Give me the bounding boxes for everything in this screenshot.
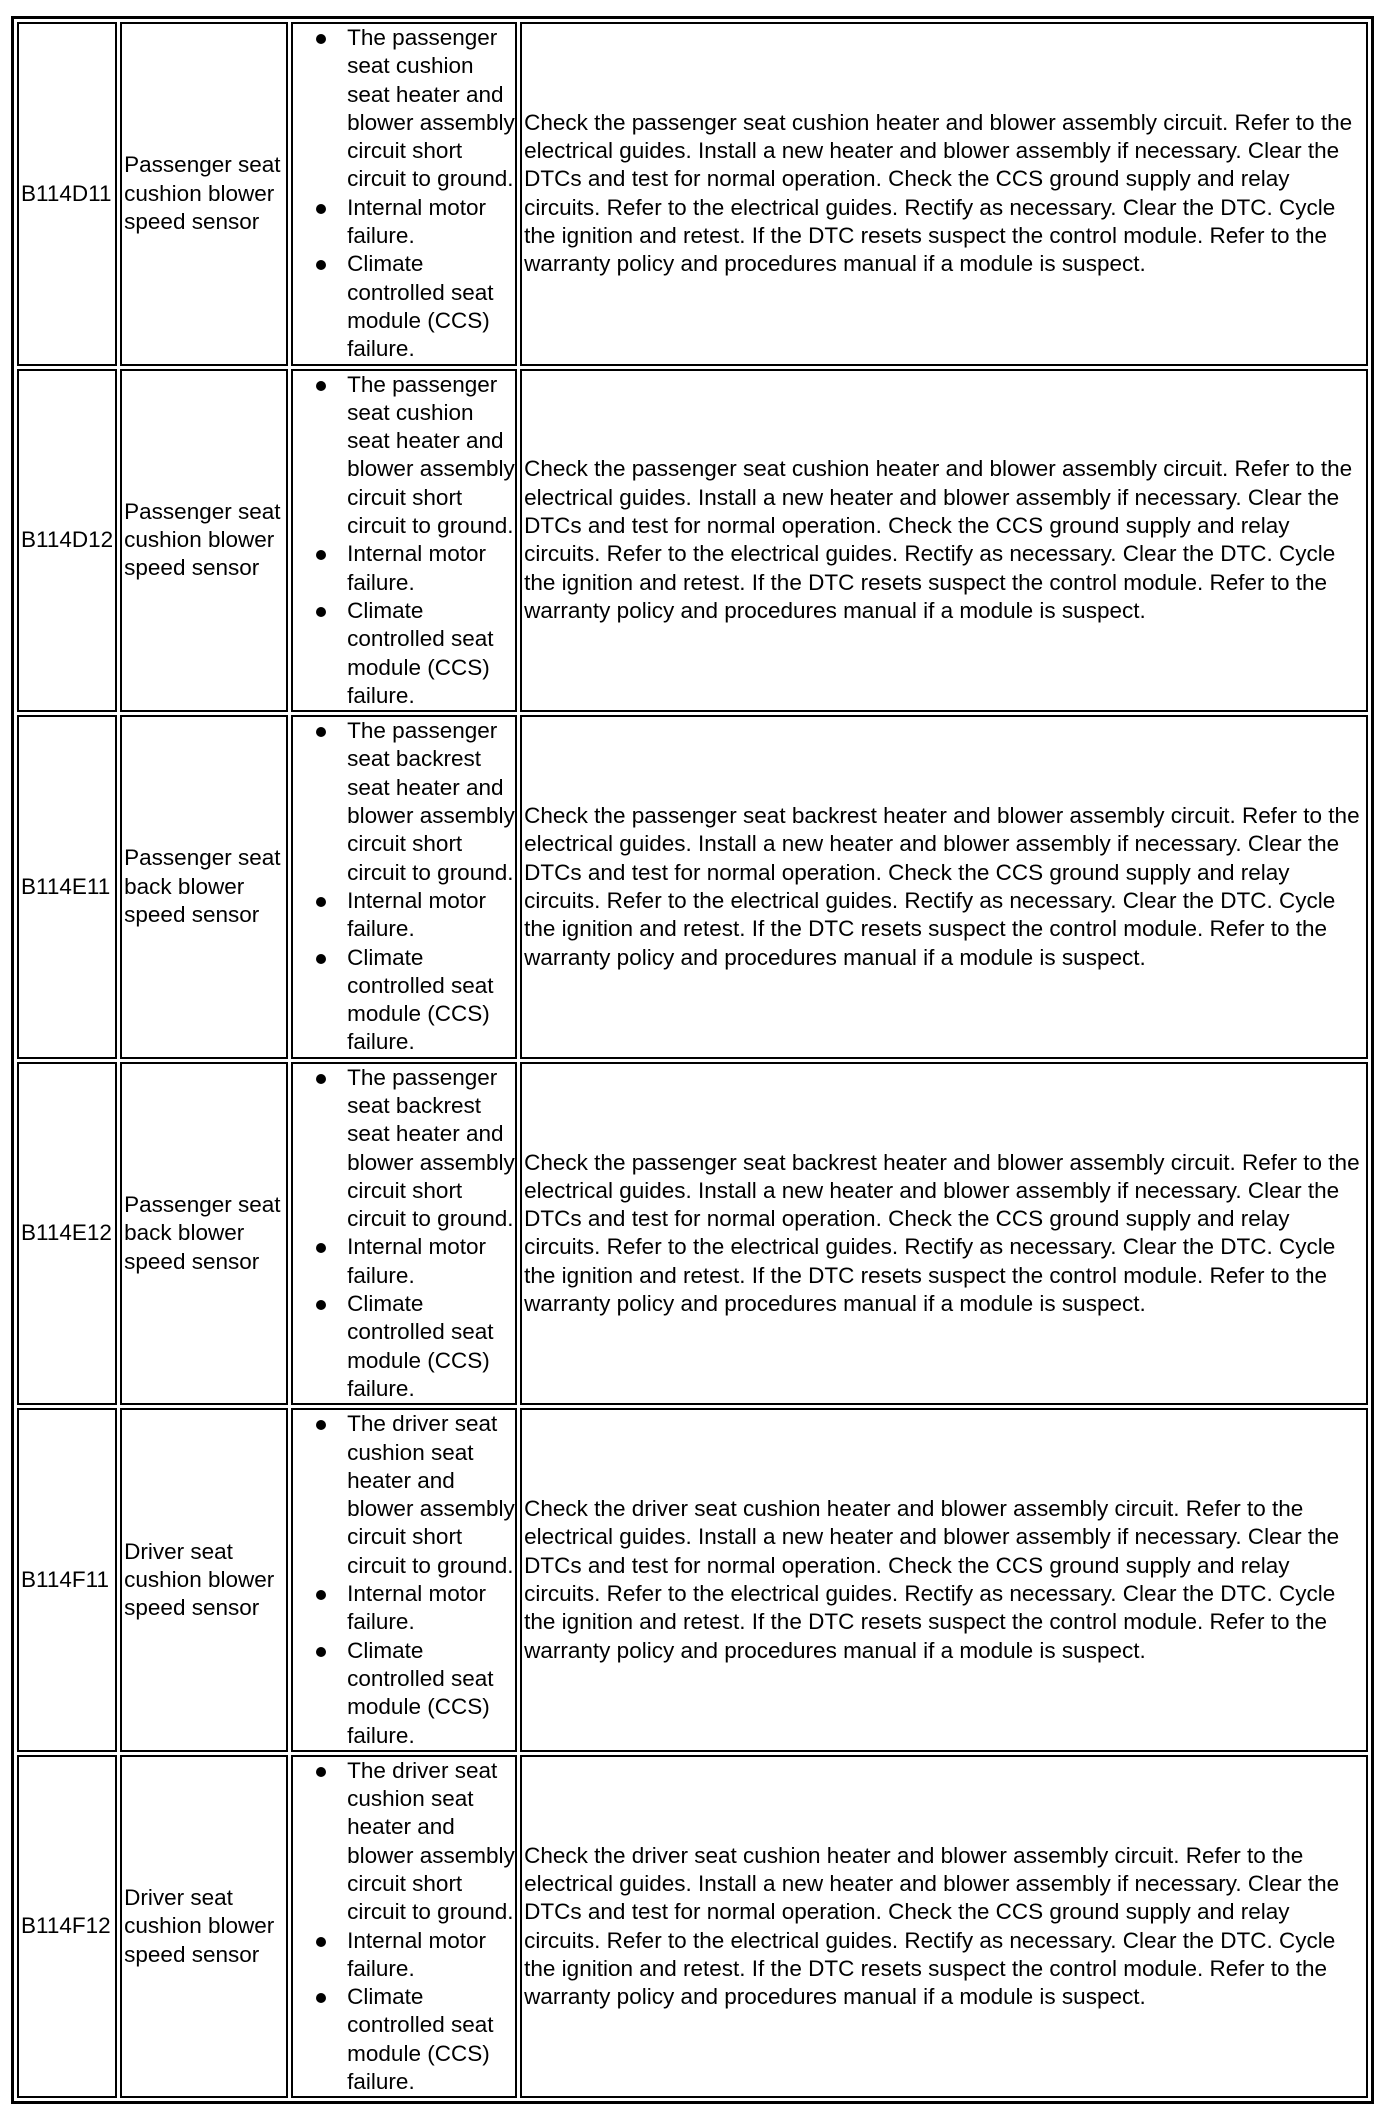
cause-list	[293, 24, 515, 364]
dtc-description: Passenger seat cushion blower speed sensor	[120, 22, 288, 366]
dtc-code: B114E12	[17, 1062, 117, 1406]
possible-causes	[291, 369, 517, 713]
cause-item: Internal motor failure.	[347, 540, 515, 597]
cause-list	[293, 1757, 515, 2097]
cause-item: Climate controlled seat module (CCS) failure.	[347, 1290, 515, 1403]
cause-item: Climate controlled seat module (CCS) failure.	[347, 597, 515, 710]
cause-item: The passenger seat cushion seat heater and blower assembly circuit short circuit to ground.	[347, 371, 515, 541]
dtc-code: B114F11	[17, 1408, 117, 1752]
cause-item: Internal motor failure.	[347, 194, 515, 251]
cause-item: The driver seat cushion seat heater and blower assembly circuit short circuit to ground.	[347, 1757, 515, 1927]
dtc-description: Passenger seat back blower speed sensor	[120, 715, 288, 1059]
dtc-description: Driver seat cushion blower speed sensor	[120, 1408, 288, 1752]
possible-causes	[291, 22, 517, 366]
table-row	[17, 22, 1368, 366]
table-row	[17, 369, 1368, 713]
dtc-table	[11, 16, 1374, 2104]
possible-causes	[291, 1755, 517, 2099]
cause-item: Climate controlled seat module (CCS) failure.	[347, 1983, 515, 2096]
cause-item: The passenger seat backrest seat heater and blower assembly circuit short circuit to ground.	[347, 717, 515, 887]
cause-item: Climate controlled seat module (CCS) failure.	[347, 1637, 515, 1750]
cause-item: Climate controlled seat module (CCS) failure.	[347, 944, 515, 1057]
possible-causes	[291, 1408, 517, 1752]
dtc-code: B114D12	[17, 369, 117, 713]
possible-causes	[291, 1062, 517, 1406]
cause-item: Internal motor failure.	[347, 1580, 515, 1637]
dtc-action: Check the driver seat cushion heater and blower assembly circuit. Refer to the electrical guides. Install a new heater and blower assembly if necessary. Clear the DTCs and test for normal operation. Check the CCS ground supply and relay circuits. Refer to the electrical guides. Rectify as necessary. Clear the DTC. Cycle the ignition and retest. If the DTC resets suspect the control module. Refer to the warranty policy and procedures manual if a module is suspect.	[520, 1408, 1368, 1752]
dtc-action: Check the passenger seat cushion heater and blower assembly circuit. Refer to the electrical guides. Install a new heater and blower assembly if necessary. Clear the DTCs and test for normal operation. Check the CCS ground supply and relay circuits. Refer to the electrical guides. Rectify as necessary. Clear the DTC. Cycle the ignition and retest. If the DTC resets suspect the control module. Refer to the warranty policy and procedures manual if a module is suspect.	[520, 369, 1368, 713]
cause-item: Internal motor failure.	[347, 1927, 515, 1984]
dtc-action: Check the passenger seat backrest heater and blower assembly circuit. Refer to the electrical guides. Install a new heater and blower assembly if necessary. Clear the DTCs and test for normal operation. Check the CCS ground supply and relay circuits. Refer to the electrical guides. Rectify as necessary. Clear the DTC. Cycle the ignition and retest. If the DTC resets suspect the control module. Refer to the warranty policy and procedures manual if a module is suspect.	[520, 1062, 1368, 1406]
cause-list	[293, 717, 515, 1057]
cause-list	[293, 1064, 515, 1404]
table-row	[17, 715, 1368, 1059]
table-row	[17, 1755, 1368, 2099]
table-row	[17, 1408, 1368, 1752]
dtc-code: B114E11	[17, 715, 117, 1059]
cause-item: The driver seat cushion seat heater and blower assembly circuit short circuit to ground.	[347, 1410, 515, 1580]
cause-item: Internal motor failure.	[347, 887, 515, 944]
dtc-description: Passenger seat cushion blower speed sensor	[120, 369, 288, 713]
dtc-code: B114F12	[17, 1755, 117, 2099]
dtc-action: Check the driver seat cushion heater and blower assembly circuit. Refer to the electrical guides. Install a new heater and blower assembly if necessary. Clear the DTCs and test for normal operation. Check the CCS ground supply and relay circuits. Refer to the electrical guides. Rectify as necessary. Clear the DTC. Cycle the ignition and retest. If the DTC resets suspect the control module. Refer to the warranty policy and procedures manual if a module is suspect.	[520, 1755, 1368, 2099]
dtc-table-body	[17, 22, 1368, 2098]
table-row	[17, 1062, 1368, 1406]
dtc-action: Check the passenger seat cushion heater and blower assembly circuit. Refer to the electrical guides. Install a new heater and blower assembly if necessary. Clear the DTCs and test for normal operation. Check the CCS ground supply and relay circuits. Refer to the electrical guides. Rectify as necessary. Clear the DTC. Cycle the ignition and retest. If the DTC resets suspect the control module. Refer to the warranty policy and procedures manual if a module is suspect.	[520, 22, 1368, 366]
dtc-code: B114D11	[17, 22, 117, 366]
dtc-description: Passenger seat back blower speed sensor	[120, 1062, 288, 1406]
dtc-description: Driver seat cushion blower speed sensor	[120, 1755, 288, 2099]
cause-item: The passenger seat backrest seat heater and blower assembly circuit short circuit to ground.	[347, 1064, 515, 1234]
cause-item: The passenger seat cushion seat heater and blower assembly circuit short circuit to ground.	[347, 24, 515, 194]
cause-item: Internal motor failure.	[347, 1233, 515, 1290]
possible-causes	[291, 715, 517, 1059]
dtc-action: Check the passenger seat backrest heater and blower assembly circuit. Refer to the electrical guides. Install a new heater and blower assembly if necessary. Clear the DTCs and test for normal operation. Check the CCS ground supply and relay circuits. Refer to the electrical guides. Rectify as necessary. Clear the DTC. Cycle the ignition and retest. If the DTC resets suspect the control module. Refer to the warranty policy and procedures manual if a module is suspect.	[520, 715, 1368, 1059]
cause-item: Climate controlled seat module (CCS) failure.	[347, 250, 515, 363]
cause-list	[293, 371, 515, 711]
cause-list	[293, 1410, 515, 1750]
